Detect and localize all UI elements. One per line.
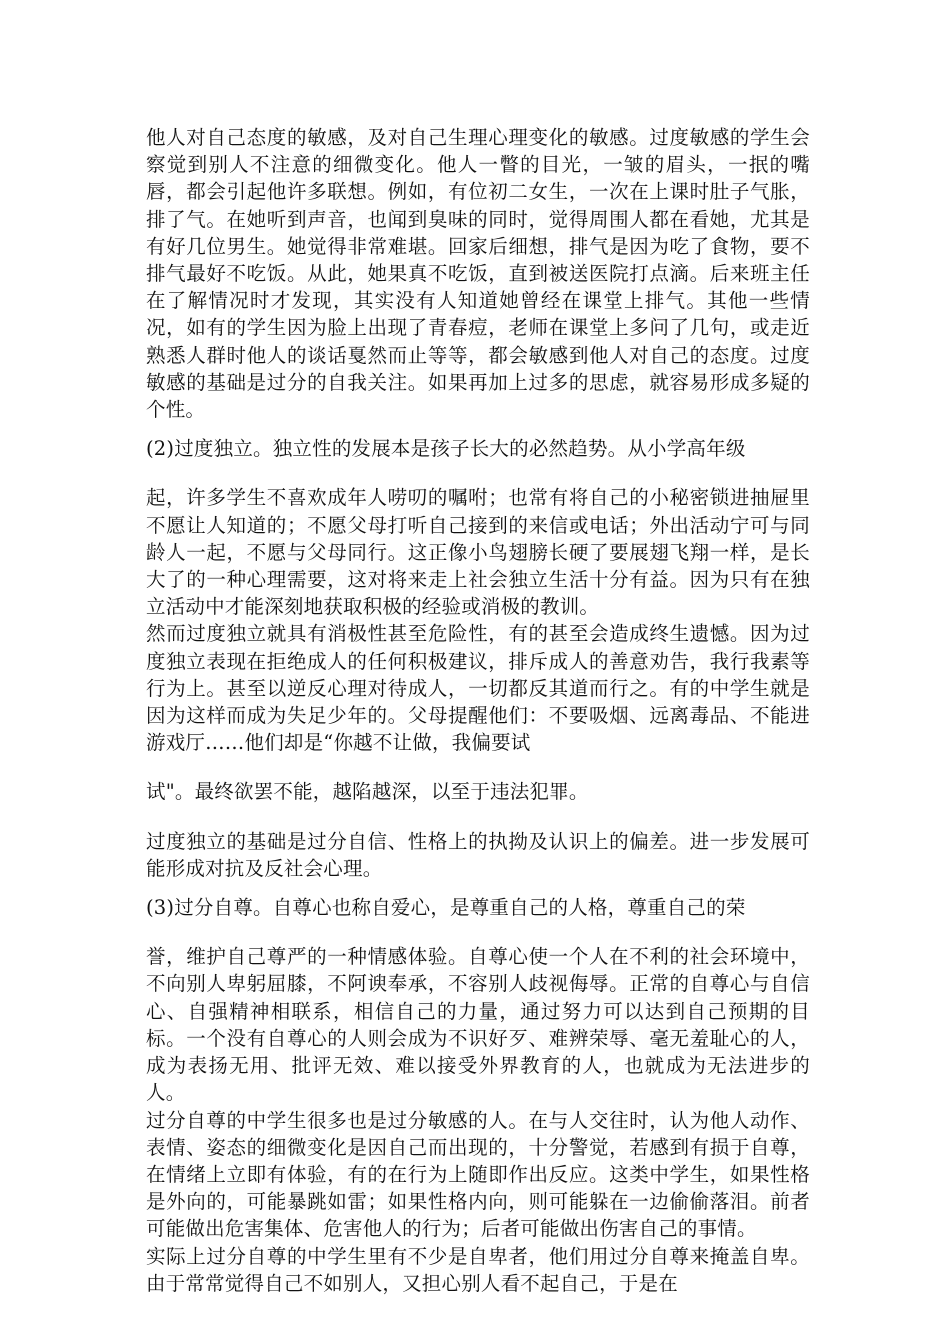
- paragraph-heading-over-independence: (2)过度独立。独立性的发展本是孩子长大的必然趋势。从小学高年级: [146, 437, 746, 461]
- paragraph-independence-consequence: 试"。最终欲罢不能，越陷越深，以至于违法犯罪。: [146, 780, 589, 804]
- paragraph-independence-development: 起，许多学生不喜欢成年人唠叨的嘱咐；也常有将自己的小秘密锁进抽屉里不愿让人知道的；不愿父母打听自己接到的来信或电话；外出活动宁可与同龄人一起，不愿与父母同行。这正像小鸟翅膀长硬了要展翅飞翔一样，是长大了的一种心理需要，这对将来走上社会独立生活十分有益。因为只有在独立活动中才能深刻地获取积极的经验或消极的教训。: [146, 486, 810, 619]
- paragraph-independence-basis: 过度独立的基础是过分自信、性格上的执拗及认识上的偏差。进一步发展可能形成对抗及反社会心理。: [146, 829, 810, 880]
- paragraph-independence-risk: 然而过度独立就具有消极性甚至危险性，有的甚至会造成终生遗憾。因为过度独立表现在拒绝成人的任何积极建议，排斥成人的善意劝告，我行我素等行为上。甚至以逆反心理对待成人，一切都反其道而行之。有的中学生就是因为这样而成为失足少年的。父母提醒他们：不要吸烟、远离毒品、不能进游戏厅……他们却是“你越不让做，我偏要试: [146, 622, 810, 755]
- paragraph-self-esteem-inferiority: 实际上过分自尊的中学生里有不少是自卑者，他们用过分自尊来掩盖自卑。由于常常觉得自己不如别人，又担心别人看不起自己，于是在: [146, 1244, 810, 1295]
- paragraph-oversensitivity: 他人对自己态度的敏感，及对自己生理心理变化的敏感。过度敏感的学生会察觉到别人不注意的细微变化。他人一瞥的目光，一皱的眉头，一抿的嘴唇，都会引起他许多联想。例如，有位初二女生，一次在上课时肚子气胀，排了气。在她听到声音，也闻到臭味的同时，觉得周围人都在看她，尤其是有好几位男生。她觉得非常难堪。回家后细想，排气是因为吃了食物，要不排气最好不吃饭。从此，她果真不吃饭，直到被送医院打点滴。后来班主任在了解情况时才发现，其实没有人知道她曾经在课堂上排气。其他一些情况，如有的学生因为脸上出现了青春痘，老师在课堂上多问了几句，或走近熟悉人群时他人的谈话戛然而止等等，都会敏感到他人对自己的态度。过度敏感的基础是过分的自我关注。如果再加上过多的思虑，就容易形成多疑的个性。: [146, 126, 810, 422]
- paragraph-heading-excessive-self-esteem: (3)过分自尊。自尊心也称自爱心，是尊重自己的人格，尊重自己的荣: [146, 896, 746, 920]
- paragraph-self-esteem-definition: 誉，维护自己尊严的一种情感体验。自尊心使一个人在不利的社会环境中，不向别人卑躬屈膝，不阿谀奉承，不容别人歧视侮辱。正常的自尊心与自信心、自强精神相联系，相信自己的力量，通过努力可以达到自己预期的目标。一个没有自尊心的人则会成为不识好歹、难辨荣辱、毫无羞耻心的人，成为表扬无用、批评无效、难以接受外界教育的人，也就成为无法进步的人。: [146, 945, 810, 1105]
- paragraph-self-esteem-sensitivity: 过分自尊的中学生很多也是过分敏感的人。在与人交往时，认为他人动作、表情、姿态的细微变化是因自己而出现的，十分警觉，若感到有损于自尊，在情绪上立即有体验，有的在行为上随即作出反应。这类中学生，如果性格是外向的，可能暴跳如雷；如果性格内向，则可能躲在一边偷偷落泪。前者可能做出危害集体、危害他人的行为；后者可能做出伤害自己的事情。: [146, 1108, 810, 1241]
- document-page: [146, 124, 810, 1297]
